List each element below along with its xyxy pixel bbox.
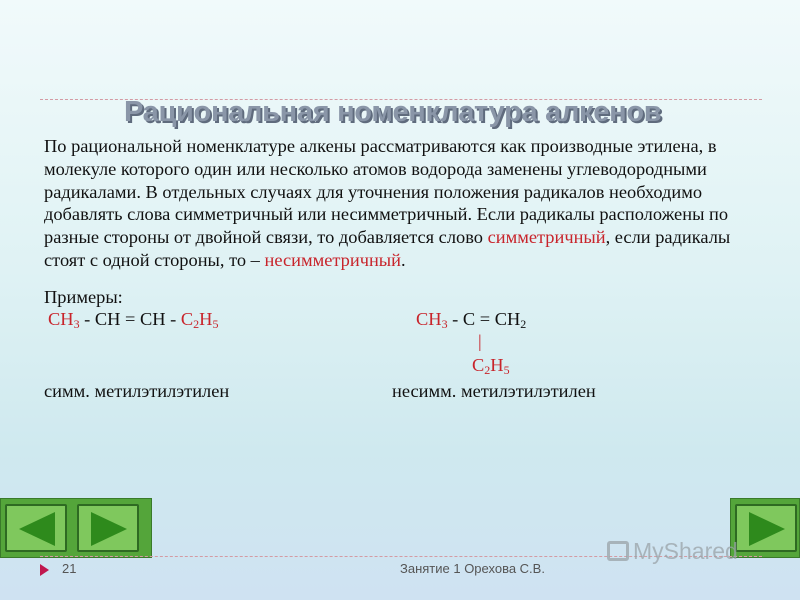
ex2-dash: -	[447, 309, 463, 329]
term-asymmetric: несимметричный	[264, 249, 401, 270]
ex2-c2h5: $C_2H_5$	[472, 355, 510, 377]
ex1-c2h5: $C_2H_5$	[180, 309, 219, 331]
nav-bar-left	[0, 498, 152, 558]
body-text-part1: По рациональной номенклатуре алкены рассматриваются как производные этилена, в молекуле которого один или несколько атомов водорода заменены углеводородными радикалами. В отдельных случаях для уточнения положения радикалов необходимо добавлять слова симметричный или несимметричный. Если радикалы расположены по разные стороны от двойной связи, то добавляется слово	[44, 136, 729, 248]
ex2-vertical-bond: |	[478, 331, 482, 351]
slide-body	[44, 135, 774, 272]
example1-formula	[48, 309, 218, 330]
example1-name: симм. метилэтилэтилен	[44, 381, 230, 401]
page-number: 21	[62, 561, 77, 576]
next-slide-button[interactable]	[77, 504, 139, 552]
prev-slide-button[interactable]	[5, 504, 67, 552]
body-text-part2: , если радикалы стоят с одной стороны, то –	[44, 227, 731, 270]
term-symmetric: симметричный	[487, 227, 606, 248]
last-slide-button[interactable]	[735, 504, 797, 552]
watermark	[607, 538, 738, 565]
ex2-double-bond: $C = CH_2$	[462, 309, 527, 331]
ex1-dash1: -	[79, 309, 95, 329]
arrow-right-icon	[87, 510, 131, 548]
example2-name: несимм. метилэтилэтилен	[392, 381, 596, 401]
ex1-double-bond: CH = CH	[94, 309, 166, 329]
bullet-arrow-icon	[40, 564, 49, 576]
watermark-text: MyShared	[633, 538, 738, 564]
arrow-left-icon	[15, 510, 59, 548]
nav-bar-right	[730, 498, 800, 558]
body-text-part3: .	[400, 249, 406, 270]
example2-formula	[416, 309, 526, 330]
examples-label: Примеры:	[44, 287, 123, 307]
ex1-dash2: -	[165, 309, 181, 329]
presentation-icon	[607, 541, 629, 561]
footer-text: Занятие 1 Орехова С.В.	[400, 561, 545, 576]
ex2-ch3: $CH_3$	[416, 309, 448, 331]
arrow-right-icon	[745, 510, 789, 548]
slide-title: Рациональная номенклатура алкенов	[124, 96, 662, 128]
ex1-ch3: $CH_3$	[48, 309, 80, 331]
